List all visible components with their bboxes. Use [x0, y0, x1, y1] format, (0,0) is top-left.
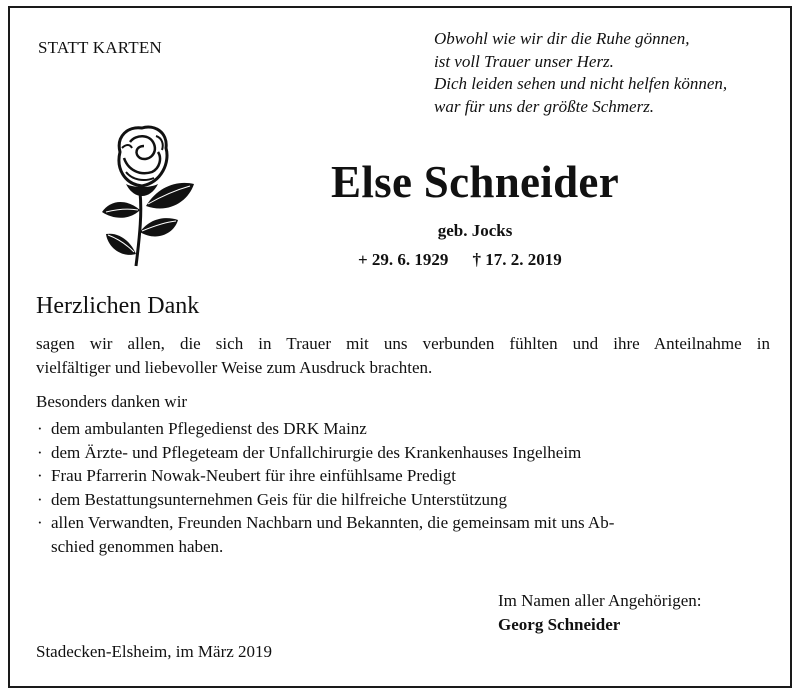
list-item-text: allen Verwandten, Freunden Nachbarn und Bekannten, die gemeinsam mit uns Ab-: [51, 513, 615, 532]
thanks-intro: Besonders danken wir: [36, 392, 188, 411]
thanks-heading: Herzlichen Dank: [36, 293, 200, 319]
list-item-text: dem ambulanten Pflegedienst des DRK Mainz: [51, 419, 367, 438]
maiden-name: geb. Jocks: [437, 221, 513, 240]
list-item: [36, 417, 750, 441]
list-item: [36, 464, 750, 488]
obituary-card: [8, 6, 792, 688]
poem-line: Obwohl wie wir dir die Ruhe gönnen,: [434, 29, 690, 48]
signature-intro: Im Namen aller Angehörigen:: [498, 591, 702, 610]
bullet-icon: ·: [37, 513, 43, 532]
paragraph-line: sagen wir allen, die sich in Trauer mit uns verbunden fühlten und ihre Anteilnahme in: [36, 334, 770, 353]
deceased-name: Else Schneider: [331, 157, 619, 207]
poem-line: Dich leiden sehen und nicht helfen können,: [434, 74, 728, 93]
poem: [434, 28, 727, 118]
signature-name: Georg Schneider: [498, 615, 621, 634]
list-item-continuation: schied genommen haben.: [51, 536, 224, 556]
list-item: [36, 488, 750, 512]
list-item-text: dem Bestattungsunternehmen Geis für die hilfreiche Unterstützung: [51, 489, 508, 509]
statt-karten-label: STATT KARTEN: [38, 38, 162, 57]
place-and-date: Stadecken-Elsheim, im März 2019: [36, 642, 273, 661]
death-date: † 17. 2. 2019: [472, 250, 562, 269]
poem-line: war für uns der größte Schmerz.: [434, 96, 655, 116]
thanks-paragraph: [36, 332, 770, 380]
bullet-icon: ·: [37, 419, 43, 438]
birth-date: + 29. 6. 1929: [358, 250, 449, 269]
thanks-list: [36, 417, 750, 558]
list-item: [36, 511, 750, 558]
life-dates: [358, 250, 562, 270]
bullet-icon: ·: [37, 442, 43, 462]
bullet-icon: ·: [37, 466, 43, 485]
paragraph-line: vielfältiger und liebevoller Weise zum Ausdruck brachten.: [36, 358, 433, 377]
poem-line: ist voll Trauer unser Herz.: [434, 51, 614, 71]
list-item-text: Frau Pfarrerin Nowak-Neubert für ihre einfühlsame Predigt: [51, 466, 457, 485]
list-item: [36, 441, 750, 465]
bullet-icon: ·: [37, 489, 43, 509]
list-item-text: dem Ärzte- und Pflegeteam der Unfallchirurgie des Krankenhauses Ingelheim: [51, 442, 582, 462]
